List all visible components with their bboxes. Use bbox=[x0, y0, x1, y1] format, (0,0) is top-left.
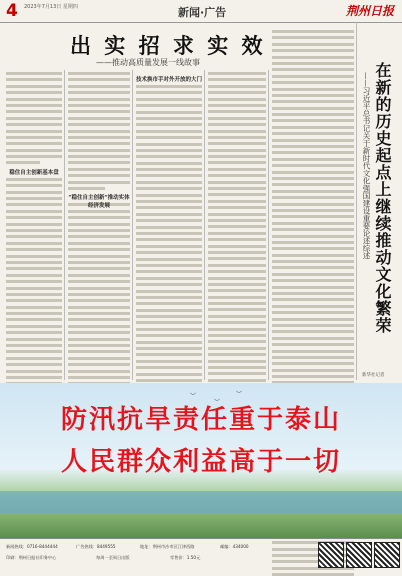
bird-icon: ︶ bbox=[236, 391, 243, 398]
main-subheadline: ——推动高质量发展一线故事 bbox=[96, 58, 200, 67]
ad-slogan-line-1: 防汛抗旱责任重于泰山 bbox=[60, 405, 341, 435]
footer-info: 零售价：1.50元 bbox=[170, 555, 201, 560]
footer-info: 广告热线：8449555 bbox=[76, 544, 116, 549]
section-subhead: 稳住自主创新基本盘 bbox=[9, 169, 59, 176]
page-number: 4 bbox=[6, 1, 18, 21]
section-name: 新闻·广告 bbox=[178, 6, 227, 19]
footer-info: 每周一至周日出版 bbox=[96, 555, 130, 560]
text-column-2 bbox=[68, 72, 130, 378]
date-line: 2023年7月13日 星期四 bbox=[24, 4, 78, 10]
column-divider bbox=[132, 70, 133, 380]
newspaper-logo: 荆州日报 bbox=[346, 4, 395, 18]
ad-slogan-line-2: 人民群众利益高于一切 bbox=[60, 447, 341, 477]
bird-icon: ︶ bbox=[214, 399, 221, 406]
footer-info: 印刷：荆州日报社印务中心 bbox=[6, 555, 57, 560]
main-headline: 出 实 招 求 实 效 bbox=[70, 33, 266, 58]
text-column-3 bbox=[136, 72, 202, 378]
column-divider bbox=[204, 70, 205, 380]
section-subhead: “稳住自主创新”推动实体经济发展 bbox=[68, 195, 130, 210]
text-column-5 bbox=[272, 30, 354, 378]
section-subhead: 技术换市手对外开放的大门 bbox=[136, 77, 203, 83]
text-column-4 bbox=[208, 72, 266, 378]
column-divider bbox=[64, 70, 65, 380]
text-column-1 bbox=[6, 72, 62, 378]
column-divider bbox=[356, 22, 357, 380]
qr-code-icon bbox=[346, 542, 372, 568]
page-header bbox=[0, 0, 402, 23]
qr-code-icon bbox=[374, 542, 400, 568]
river-illustration bbox=[0, 491, 402, 513]
page-footer bbox=[0, 538, 402, 572]
footer-info: 地址：荆州市沙市区江津西路 bbox=[140, 544, 195, 549]
side-article-author: 新华社记者 bbox=[362, 373, 385, 378]
footer-info: 邮编：434000 bbox=[220, 544, 249, 549]
footer-info: 新闻热线：0716-8444444 bbox=[6, 544, 58, 549]
bird-icon: ︶ bbox=[190, 393, 197, 400]
side-article-title: 在新的历史起点上继续推动文化繁荣 bbox=[373, 62, 392, 334]
column-divider bbox=[268, 70, 269, 380]
flood-control-ad bbox=[0, 383, 402, 538]
side-article-subtitle: ——习近平总书记关于新时代文化强国建设重要论述综述 bbox=[362, 72, 371, 260]
qr-code-icon bbox=[318, 542, 344, 568]
